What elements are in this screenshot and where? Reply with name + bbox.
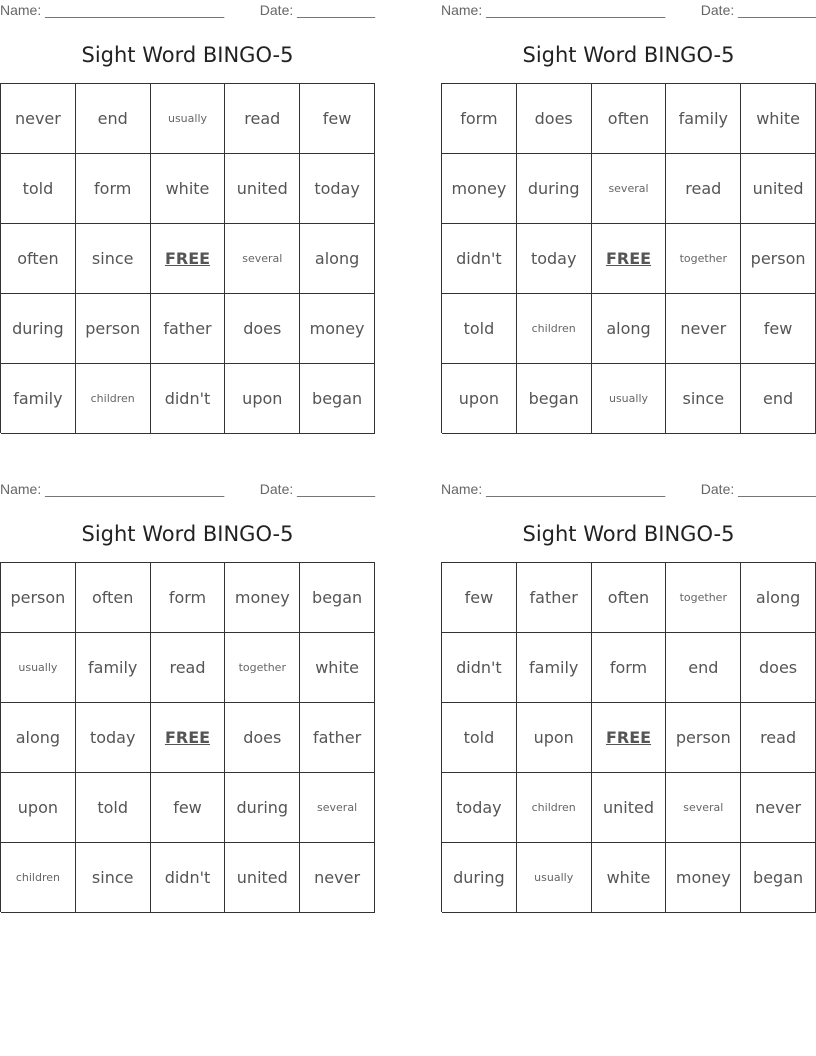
word-cell: upon [1, 773, 76, 843]
word-cell: often [76, 563, 151, 633]
bingo-card-4 [441, 479, 816, 887]
word-cell: today [300, 154, 375, 224]
word-cell: today [442, 773, 517, 843]
word-cell: along [300, 224, 375, 294]
card-header [441, 479, 816, 501]
grid-row [1, 633, 375, 703]
word-cell: father [151, 294, 226, 364]
word-cell: read [741, 703, 816, 773]
grid-row [1, 563, 375, 633]
word-cell: told [76, 773, 151, 843]
word-cell: didn't [151, 364, 226, 434]
word-cell: united [741, 154, 816, 224]
word-cell: never [666, 294, 741, 364]
word-cell: white [300, 633, 375, 703]
word-cell: usually [1, 633, 76, 703]
word-cell: person [666, 703, 741, 773]
word-cell: father [300, 703, 375, 773]
word-cell: several [225, 224, 300, 294]
card-header [0, 479, 375, 501]
word-cell: never [300, 843, 375, 913]
word-cell: told [442, 703, 517, 773]
word-cell: family [666, 84, 741, 154]
word-cell: children [517, 294, 592, 364]
word-cell: children [76, 364, 151, 434]
grid-row [1, 843, 375, 913]
word-cell: form [592, 633, 667, 703]
word-cell: upon [225, 364, 300, 434]
word-cell: during [442, 843, 517, 913]
word-cell: together [225, 633, 300, 703]
word-cell: usually [592, 364, 667, 434]
free-space: FREE [151, 224, 226, 294]
word-cell: today [76, 703, 151, 773]
word-cell: usually [517, 843, 592, 913]
word-cell: today [517, 224, 592, 294]
word-cell: few [442, 563, 517, 633]
word-cell: read [151, 633, 226, 703]
date-field: Date: __________ [259, 481, 375, 497]
word-cell: several [592, 154, 667, 224]
bingo-grid [441, 83, 816, 433]
card-title: Sight Word BINGO-5 [81, 43, 294, 67]
word-cell: person [76, 294, 151, 364]
word-cell: family [517, 633, 592, 703]
word-cell: white [741, 84, 816, 154]
word-cell: usually [151, 84, 226, 154]
word-cell: children [517, 773, 592, 843]
grid-row [442, 773, 816, 843]
word-cell: white [592, 843, 667, 913]
bingo-grid [0, 83, 375, 433]
word-cell: along [592, 294, 667, 364]
word-cell: read [666, 154, 741, 224]
name-field: Name: _______________________ [0, 481, 225, 497]
grid-row [442, 154, 816, 224]
bingo-card-3 [0, 479, 375, 887]
word-cell: few [151, 773, 226, 843]
word-cell: upon [442, 364, 517, 434]
word-cell: often [592, 84, 667, 154]
word-cell: end [666, 633, 741, 703]
grid-row [1, 364, 375, 434]
grid-row [442, 563, 816, 633]
word-cell: several [300, 773, 375, 843]
word-cell: does [225, 294, 300, 364]
word-cell: never [741, 773, 816, 843]
word-cell: together [666, 224, 741, 294]
word-cell: during [517, 154, 592, 224]
card-title: Sight Word BINGO-5 [522, 522, 735, 546]
grid-row [442, 843, 816, 913]
grid-row [442, 294, 816, 364]
word-cell: along [741, 563, 816, 633]
bingo-card-2 [441, 0, 816, 408]
word-cell: didn't [442, 633, 517, 703]
word-cell: person [1, 563, 76, 633]
bingo-card-1 [0, 0, 375, 408]
word-cell: few [300, 84, 375, 154]
grid-row [442, 633, 816, 703]
word-cell: end [76, 84, 151, 154]
word-cell: began [300, 364, 375, 434]
grid-row [442, 84, 816, 154]
card-header [441, 0, 816, 22]
word-cell: united [592, 773, 667, 843]
bingo-grid [0, 562, 375, 912]
word-cell: money [300, 294, 375, 364]
word-cell: since [666, 364, 741, 434]
date-field: Date: __________ [700, 481, 816, 497]
date-field: Date: __________ [259, 2, 375, 18]
word-cell: united [225, 154, 300, 224]
word-cell: few [741, 294, 816, 364]
word-cell: often [1, 224, 76, 294]
bingo-grid [441, 562, 816, 912]
word-cell: does [225, 703, 300, 773]
grid-row [442, 224, 816, 294]
word-cell: person [741, 224, 816, 294]
word-cell: during [225, 773, 300, 843]
word-cell: began [300, 563, 375, 633]
word-cell: during [1, 294, 76, 364]
word-cell: family [76, 633, 151, 703]
word-cell: began [741, 843, 816, 913]
word-cell: children [1, 843, 76, 913]
card-title: Sight Word BINGO-5 [81, 522, 294, 546]
word-cell: end [741, 364, 816, 434]
word-cell: along [1, 703, 76, 773]
word-cell: family [1, 364, 76, 434]
word-cell: father [517, 563, 592, 633]
word-cell: form [151, 563, 226, 633]
grid-row [1, 773, 375, 843]
grid-row [1, 84, 375, 154]
word-cell: money [666, 843, 741, 913]
card-header [0, 0, 375, 22]
word-cell: often [592, 563, 667, 633]
word-cell: since [76, 843, 151, 913]
word-cell: didn't [151, 843, 226, 913]
free-space: FREE [151, 703, 226, 773]
word-cell: upon [517, 703, 592, 773]
date-field: Date: __________ [700, 2, 816, 18]
word-cell: read [225, 84, 300, 154]
free-space: FREE [592, 224, 667, 294]
word-cell: didn't [442, 224, 517, 294]
word-cell: money [225, 563, 300, 633]
name-field: Name: _______________________ [0, 2, 225, 18]
word-cell: does [741, 633, 816, 703]
word-cell: money [442, 154, 517, 224]
word-cell: together [666, 563, 741, 633]
grid-row [1, 154, 375, 224]
word-cell: does [517, 84, 592, 154]
word-cell: since [76, 224, 151, 294]
word-cell: white [151, 154, 226, 224]
free-space: FREE [592, 703, 667, 773]
card-title: Sight Word BINGO-5 [522, 43, 735, 67]
word-cell: never [1, 84, 76, 154]
grid-row [1, 224, 375, 294]
grid-row [442, 364, 816, 434]
word-cell: told [1, 154, 76, 224]
name-field: Name: _______________________ [441, 481, 666, 497]
grid-row [1, 294, 375, 364]
word-cell: form [76, 154, 151, 224]
grid-row [442, 703, 816, 773]
name-field: Name: _______________________ [441, 2, 666, 18]
word-cell: began [517, 364, 592, 434]
word-cell: several [666, 773, 741, 843]
word-cell: united [225, 843, 300, 913]
grid-row [1, 703, 375, 773]
word-cell: told [442, 294, 517, 364]
word-cell: form [442, 84, 517, 154]
